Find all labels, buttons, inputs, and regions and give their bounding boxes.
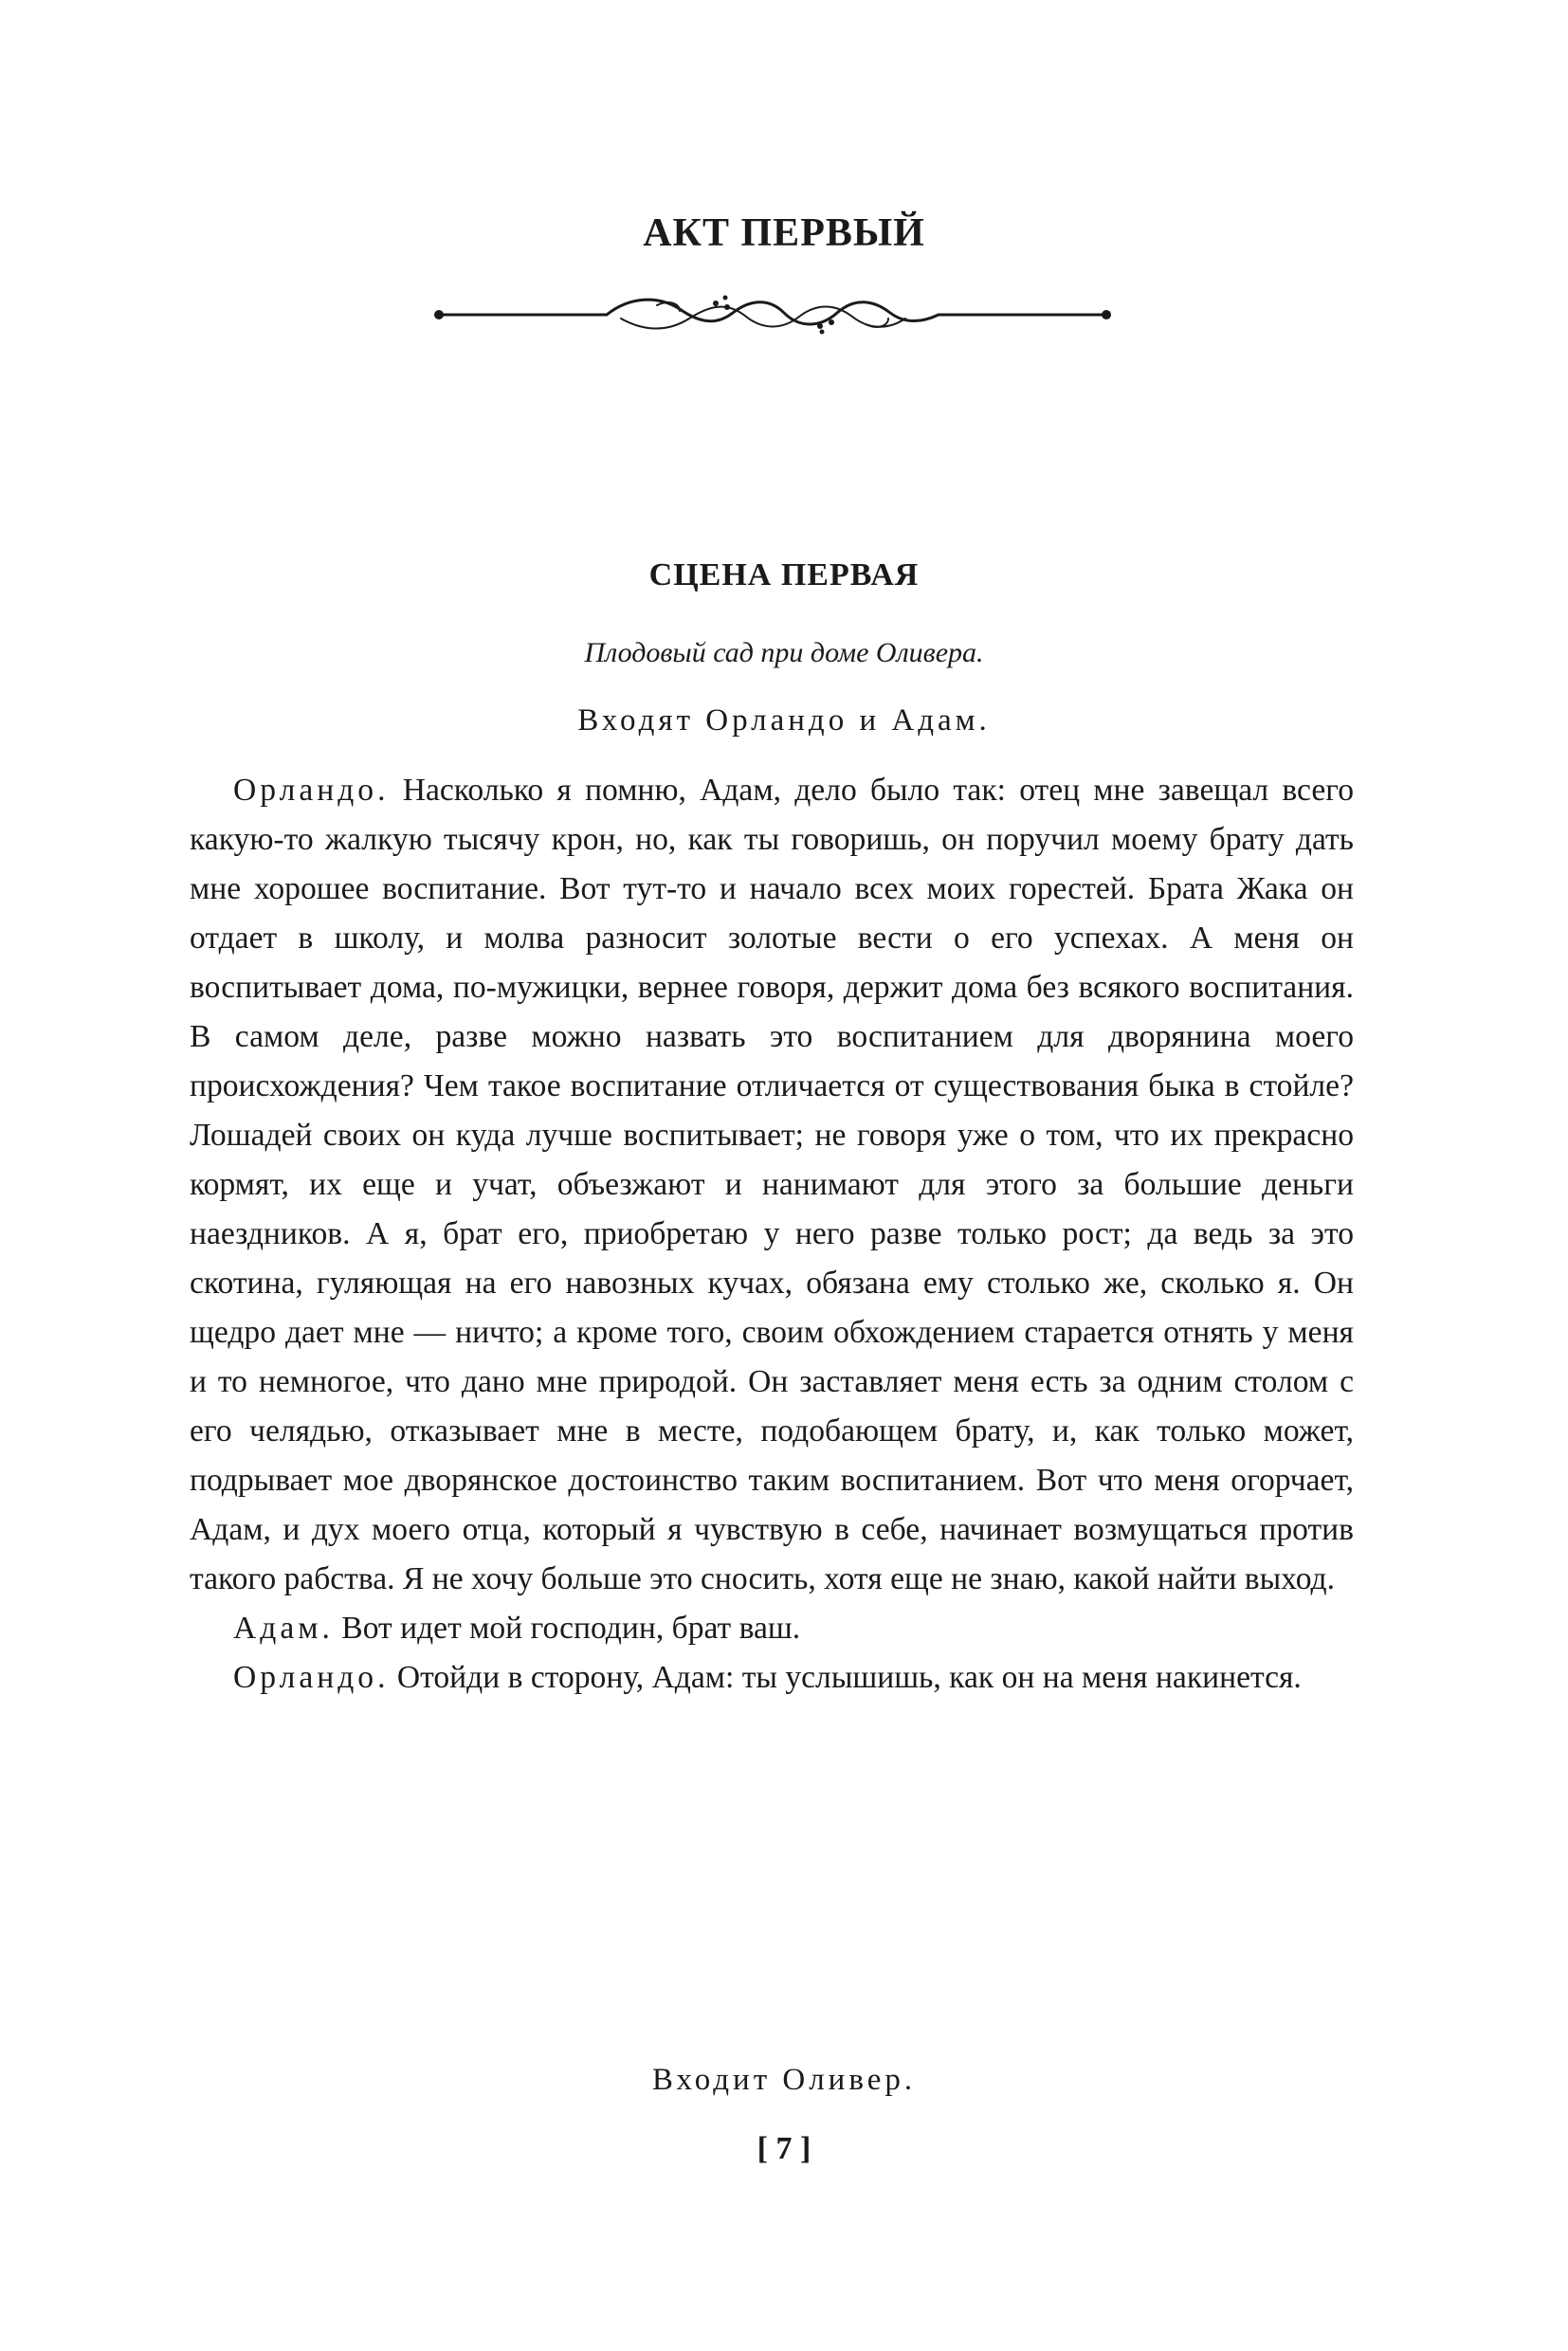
scene-setting: Плодовый сад при доме Оливера. xyxy=(584,637,984,668)
speech-text: Вот идет мой господин, брат ваш. xyxy=(341,1611,801,1646)
stage-direction-entrance: Входят Орландо и Адам. xyxy=(577,703,991,738)
speech-orlando xyxy=(190,1653,1354,1703)
page-number: [ 7 ] xyxy=(757,2131,811,2166)
scene-title: СЦЕНА ПЕРВАЯ xyxy=(648,557,920,592)
speaker-name: Орландо. xyxy=(233,1660,390,1695)
speaker-name: Адам. xyxy=(233,1611,334,1646)
speech-text: Насколько я помню, Адам, дело было так: отец мне завещал всего какую-то жалкую тысячу крон, но, как ты говоришь, он поручил моему брату дать мне хорошее воспитание. Вот тут-то и начало всех моих горестей. Брата Жака он отдает в школу, и молва разносит золотые вести о его успехах. А меня он воспитывает дома, по-мужицки, вернее говоря, держит дома без всякого воспитания. В самом деле, разве можно назвать это воспитанием для дворянина моего происхождения? Чем такое воспитание отличается от существования быка в стойле? Лошадей своих он куда лучше воспитывает; не говоря уже о том, что их прекрасно кормят, их еще и учат, объезжают и нанимают для этого за большие деньги наездников. А я, брат его, приобретаю у него разве только рост; да ведь за это скотина, гуляющая на его навозных кучах, обязана ему столько же, сколько я. Он щедро дает мне — ничто; а кроме того, своим обхождением старается отнять у меня и то немногое, что дано мне природой. Он заставляет меня есть за одним столом с его челядью, отказывает мне в месте, подобающем брату, и, как только может, подрывает мое дворянское достоинство таким воспитанием. Вот что меня огорчает, Адам, и дух моего отца, который я чувствую в себе, начинает возмущаться против такого рабства. Я не хочу больше это сносить, хотя еще не знаю, какой найти выход. xyxy=(190,773,1354,1596)
speaker-name: Орландо. xyxy=(233,773,390,808)
speech-text: Отойди в сторону, Адам: ты услышишь, как он на меня накинется. xyxy=(396,1660,1302,1695)
dialogue xyxy=(190,766,1354,1703)
flourish-ornament-icon xyxy=(431,284,1114,345)
speech-adam xyxy=(190,1604,1354,1653)
stage-direction-entrance: Входит Оливер. xyxy=(651,2063,917,2097)
speech-orlando xyxy=(190,766,1354,1604)
act-title: АКТ ПЕРВЫЙ xyxy=(643,211,925,255)
